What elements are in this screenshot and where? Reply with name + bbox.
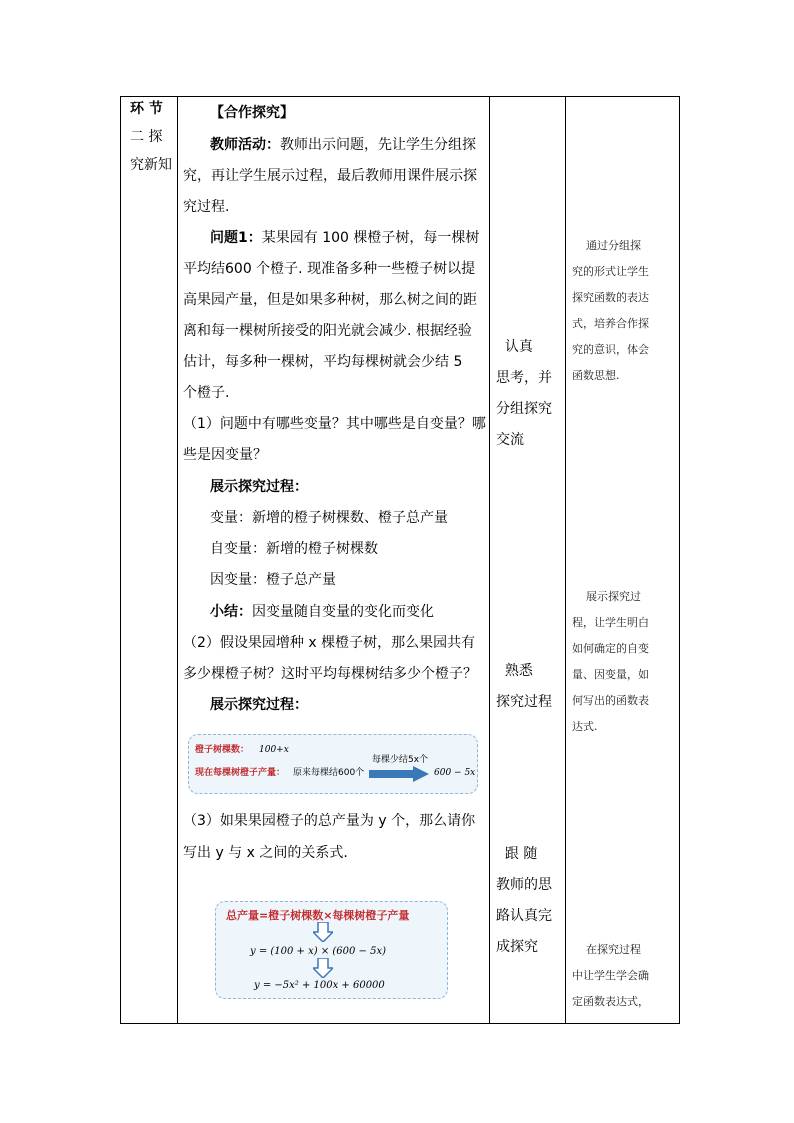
derivation-box-2 (215, 901, 448, 999)
part2-line-2: 多少棵橙子树？这时平均每棵树结多少个橙子？ (183, 666, 477, 682)
yield-result: 600 − 5x (434, 768, 476, 778)
design-intent-2: 展示探究过 程，让学生明白 如何确定的自变 量、因变量，如 何写出的函数表 达式. (572, 590, 649, 733)
question1-line-6: 个橙子. (183, 385, 230, 401)
original-yield-text: 原来每棵结600个 (293, 768, 365, 778)
student-activity-3: 跟 随 教师的思 路认真完 成探究 (496, 846, 552, 955)
part1-line-2: 些是因变量？ (183, 447, 267, 463)
part1-line-1: （1）问题中有哪些变量？其中哪些是自变量？哪 (183, 416, 486, 432)
lesson-table (120, 96, 680, 1024)
summary-line (210, 604, 434, 620)
part3-line-1: （3）如果果园橙子的总产量为 y 个，那么请你 (183, 813, 476, 829)
decrease-label: 每棵少结5x个 (372, 755, 429, 765)
current-yield-label: 现在每棵树橙子产量： (195, 768, 286, 778)
part3-line-2: 写出 y 与 x 之间的关系式. (183, 845, 348, 861)
stage-label-2: 二 探 (130, 129, 163, 145)
question1-label: 问题1： (210, 230, 262, 246)
student-activity-column (490, 97, 565, 1023)
section-heading: 【合作探究】 (210, 105, 294, 121)
question1-line-5: 估计，每多种一棵树，平均每棵树就会少结 5 (183, 354, 463, 370)
equation-2: y = −5x² + 100x + 60000 (254, 980, 385, 991)
teacher-label: 教师活动： (210, 137, 280, 153)
question1-line-4: 离和每一棵树所接受的阳光就会减少. 根据经验 (183, 323, 472, 339)
part2-line-1: （2）假设果园增种 x 棵橙子树，那么果园共有 (183, 635, 476, 651)
teacher-activity-line (210, 137, 476, 153)
design-intent-3: 在探究过程 中让学生学会确 定函数表达式， (572, 943, 649, 1008)
design-intent-1: 通过分组探 究的形式让学生 探究函数的表达 式，培养合作探 究的意识，体会 函数思想. (572, 239, 649, 382)
right-arrow-icon (369, 766, 429, 782)
show-process-heading-2: 展示探究过程： (210, 697, 308, 713)
teacher-text: 教师出示问题，先让学生分组探 (280, 137, 476, 153)
tree-count-label: 橙子树棵数： (195, 745, 250, 755)
total-yield-formula: 总产量=橙子树棵数×每棵树橙子产量 (226, 909, 410, 922)
design-intent-column (566, 97, 681, 1023)
tree-count-expression: 100+x (259, 745, 289, 755)
show-process-heading-1: 展示探究过程： (210, 479, 308, 495)
derivation-box-1 (188, 734, 478, 794)
main-content-column (178, 97, 489, 1023)
teacher-line-2: 究，再让学生展示过程，最后教师用课件展示探 (183, 168, 477, 184)
student-activity-1: 认真 思考，并 分组探究 交流 (496, 339, 552, 448)
summary-text: 因变量随自变量的变化而变化 (252, 604, 434, 620)
summary-label: 小结： (210, 604, 252, 620)
student-activity-2: 熟悉 探究过程 (496, 663, 552, 710)
teacher-line-3: 究过程. (183, 199, 230, 215)
question1-text: 某果园有 100 棵橙子树，每一棵树 (261, 230, 480, 246)
down-arrow-icon (313, 958, 333, 978)
stage-label-3: 究新知 (130, 157, 172, 173)
stage-label-1: 环 节 (130, 101, 163, 117)
equation-1: y = (100 + x) × (600 − 5x) (250, 946, 387, 957)
question1-line (210, 230, 479, 246)
question1-line-2: 平均结600 个橙子. 现准备多种一些橙子树以提 (183, 261, 476, 277)
question1-line-3: 高果园产量，但是如果多种树，那么树之间的距 (183, 292, 477, 308)
independent-variable-line: 自变量：新增的橙子树棵数 (210, 541, 378, 557)
variables-line: 变量：新增的橙子树棵数、橙子总产量 (210, 510, 448, 526)
dependent-variable-line: 因变量：橙子总产量 (210, 572, 336, 588)
stage-column (121, 97, 177, 1023)
down-arrow-icon (313, 922, 333, 942)
